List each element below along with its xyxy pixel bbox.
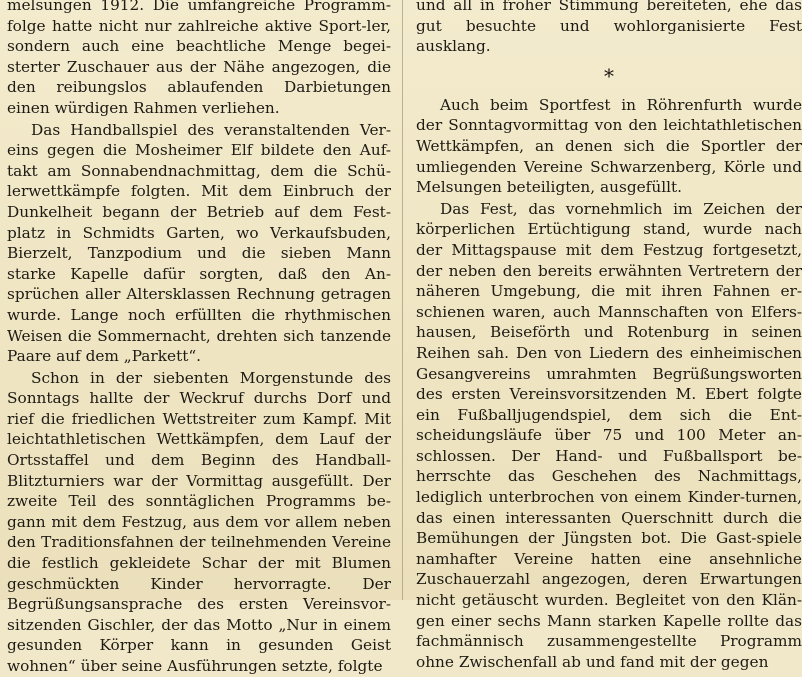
column-divider — [402, 0, 403, 600]
left-column — [7, 0, 391, 677]
paragraph: Das Handballspiel des veranstaltenden Ver-eins gegen die Mosheimer Elf bildete den Auf-takt am Sonnabendnachmittag, dem die Schü-lerwettkämpfe folgten. Mit dem Einbruch der Dunkelheit begann der Betrieb auf dem Fest-platz in Schmidts Garten, wo Verkaufsbuden, Bierzelt, Tanzpodium und die sieben Mann starke Kapelle dafür sorgten, daß den An-sprüchen aller Altersklassen Rechnung getragen wurde. Lange noch erfüllten die rhythmischen Weisen die Sommernacht, drehten sich tanzende Paare auf dem „Parkett“. — [7, 120, 391, 366]
section-separator: * — [604, 63, 614, 88]
paragraph: melsungen 1912. Die umfangreiche Programm-folge hatte nicht nur zahlreiche aktive Sport-ler, sondern auch eine beachtliche Menge begei-sterter Zuschauer aus der Nähe angezogen, die den reibungslos ablaufenden Darbietungen einen würdigen Rahmen verliehen. — [7, 0, 391, 117]
paragraph: Schon in der siebenten Morgenstunde des Sonntags hallte der Weckruf durchs Dorf und rief die friedlichen Wettstreiter zum Kampf. Mit leichtathletischen Wettkämpfen, dem Lauf der Ortsstaffel und dem Beginn des Handball-Blitzturniers war der Vormittag ausgefüllt. Der zweite Teil des sonntäglichen Programms be-gann mit dem Festzug, aus dem vor allem neben den Traditionsfahnen der teilnehmenden Vereine die festlich gekleidete Schar der mit Blumen geschmückten Kinder hervorragte. Der Begrüßungsansprache des ersten Vereinsvor-sitzenden Gischler, der das Motto „Nur in einem gesunden Körper kann in gesunden Geist wohnen“ über seine Ausführungen setzte, folgte — [7, 368, 391, 675]
paragraph: Auch beim Sportfest in Röhrenfurth wurde der Sonntagvormittag von den leichtathletischen Wettkämpfen, an denen sich die Sportler der umliegenden Vereine Schwarzenberg, Körle und Melsungen beteiligten, ausgefüllt. — [416, 95, 802, 197]
paragraph: Das Fest, das vornehmlich im Zeichen der körperlichen Ertüchtigung stand, wurde nach der Mittagspause mit dem Festzug fortgesetzt, der neben den bereits erwähnten Vertretern der näheren Umgebung, die mit ihren Fahnen er-schienen waren, auch Mannschaften von Elfers-hausen, Beiseförth und Rotenburg in seinen Reihen sah. Den von Liedern des einheimischen Gesangvereins umrahmten Begrüßungsworten des ersten Vereinsvorsitzenden M. Ebert folgte ein Fußballjugendspiel, dem sich die Ent-scheidungsläufe über 75 und 100 Meter an-schlossen. Der Hand- und Fußballsport be-herrschte das Geschehen des Nachmittags, lediglich unterbrochen von einem Kinder-turnen, das einen interessanten Querschnitt durch die Bemühungen der Jüngsten bot. Die Gast-spiele namhafter Vereine hatten eine ansehnliche Zuschauerzahl angezogen, deren Erwartungen nicht getäuscht wurden. Begleitet von den Klän-gen einer sechs Mann starken Kapelle rollte das fachmännisch zusammengestellte Programm ohne Zwischenfall ab und fand mit der gegen — [416, 199, 802, 671]
paragraph: und all in froher Stimmung bereiteten, ehe das gut besuchte und wohlorganisierte Fest ausklang. — [416, 0, 802, 56]
right-column — [416, 0, 802, 672]
